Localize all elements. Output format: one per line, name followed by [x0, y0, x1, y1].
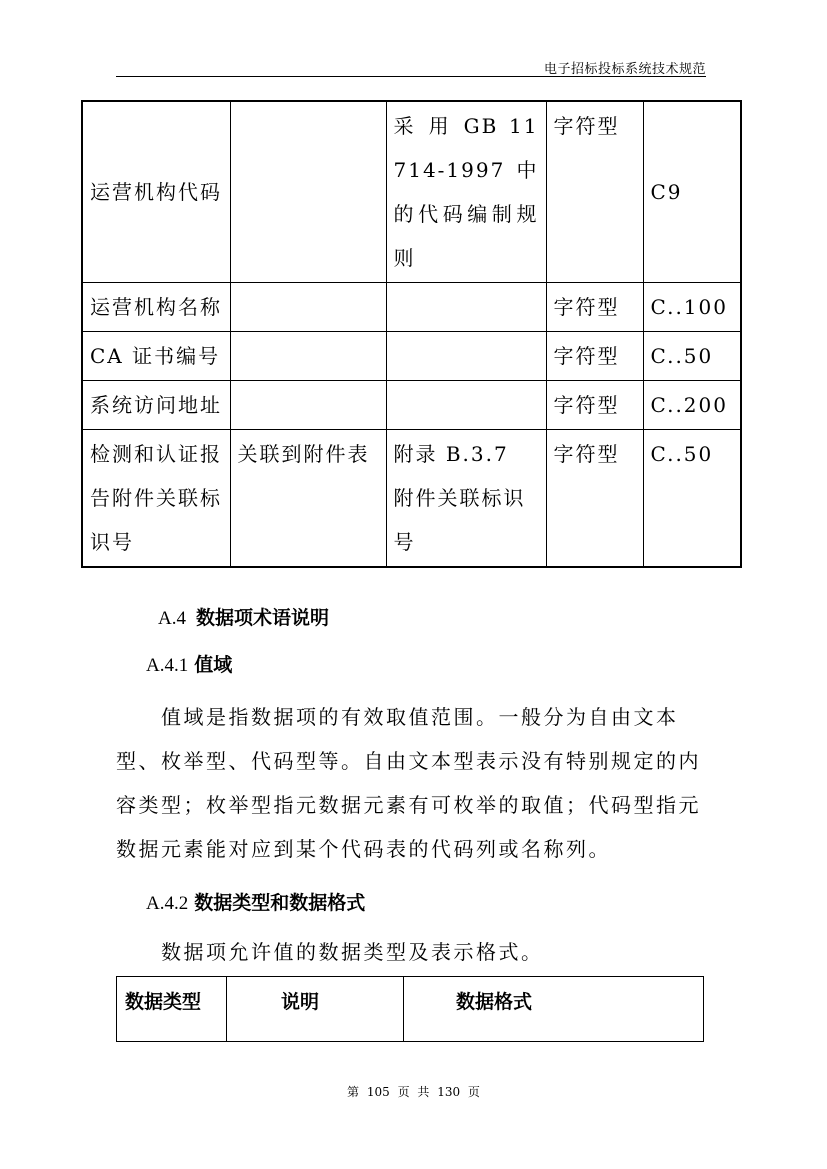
table-cell: C..200	[643, 381, 741, 430]
table-row	[82, 101, 741, 283]
table-cell: 字符型	[546, 430, 643, 568]
column-header: 数据格式	[404, 977, 704, 1042]
table-cell: 关联到附件表	[230, 430, 386, 568]
section-title: 数据类型和数据格式	[194, 892, 366, 914]
table-cell: C..50	[643, 430, 741, 568]
table-cell: 附录 B.3.7 附件关联标识号	[386, 430, 546, 568]
table-cell: 系统访问地址	[82, 381, 230, 430]
section-title: 值域	[194, 654, 233, 676]
section-title: 数据项术语说明	[195, 607, 329, 629]
column-header: 数据类型	[117, 977, 227, 1042]
column-header: 说明	[227, 977, 404, 1042]
table-cell: C9	[643, 101, 741, 283]
table-cell	[230, 332, 386, 381]
table-cell: 运营机构名称	[82, 283, 230, 332]
table-cell: 字符型	[546, 332, 643, 381]
table-row	[82, 332, 741, 381]
table-cell: 采 用 GB 11714-1997 中的代码编制规则	[386, 101, 546, 283]
table-header-row	[117, 977, 704, 1042]
header-divider	[116, 76, 706, 77]
table-cell	[230, 101, 386, 283]
table-cell	[230, 283, 386, 332]
table-row	[82, 283, 741, 332]
section-number: A.4.1	[146, 655, 189, 676]
table-cell	[230, 381, 386, 430]
table-row	[82, 430, 741, 568]
section-number: A.4.2	[146, 893, 189, 914]
page-number: 第 105 页 共 130 页	[347, 1085, 480, 1099]
data-element-table	[81, 100, 742, 568]
table-cell: 字符型	[546, 101, 643, 283]
table-cell: 运营机构代码	[82, 101, 230, 283]
table-cell: C..50	[643, 332, 741, 381]
table-cell	[386, 381, 546, 430]
paragraph-data-type: 数据项允许值的数据类型及表示格式。	[116, 940, 544, 964]
section-number: A.4	[158, 608, 186, 629]
table-row	[82, 381, 741, 430]
data-type-table	[116, 976, 704, 1042]
paragraph-value-domain: 值域是指数据项的有效取值范围。一般分为自由文本型、枚举型、代码型等。自由文本型表示没有特别规定的内容类型；枚举型指元数据元素有可枚举的取值；代码型指元数据元素能对应到某个代码表的代码列或名称列。	[116, 705, 701, 861]
table-cell	[386, 332, 546, 381]
section-heading-a42	[146, 888, 365, 915]
header-title: 电子招标投标系统技术规范	[543, 62, 706, 77]
section-heading-a41	[146, 650, 232, 677]
table-cell: 字符型	[546, 283, 643, 332]
table-cell: 检测和认证报告附件关联标识号	[82, 430, 230, 568]
table-cell	[386, 283, 546, 332]
table-cell: CA 证书编号	[82, 332, 230, 381]
table-cell: C..100	[643, 283, 741, 332]
section-heading-a4	[158, 603, 329, 630]
table-cell: 字符型	[546, 381, 643, 430]
